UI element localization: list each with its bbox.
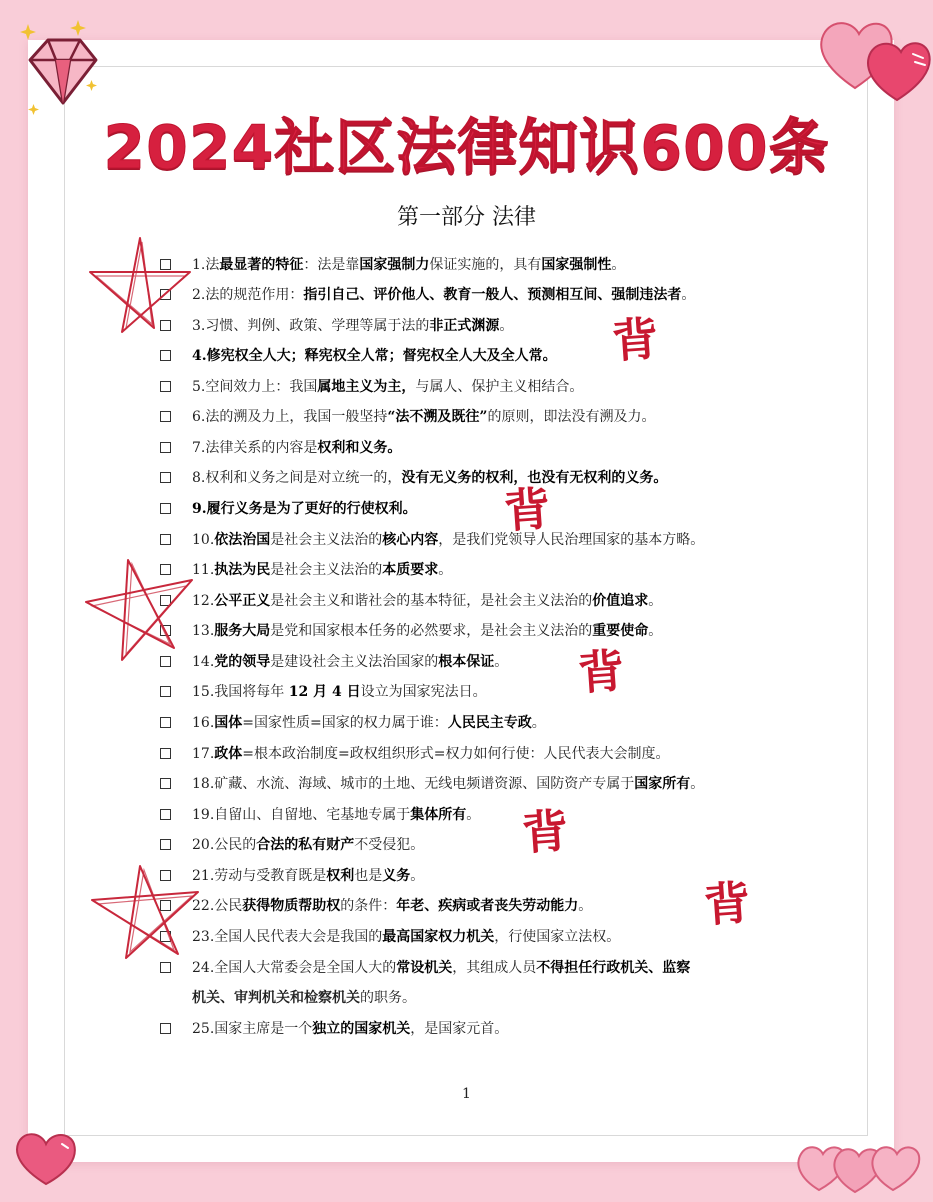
- rule-text: 1.法: [192, 257, 220, 273]
- rule-item: [160, 463, 800, 493]
- rule-item: [160, 1014, 800, 1044]
- rule-keyword: 不得担任行政机关、监察: [536, 960, 691, 976]
- rule-keyword: 重要使命: [592, 623, 649, 639]
- checkbox[interactable]: [160, 1023, 171, 1034]
- checkbox[interactable]: [160, 962, 171, 973]
- rule-text: 7.法律关系的内容是: [192, 440, 318, 456]
- rule-text: 11.: [192, 562, 215, 578]
- rule-keyword: 权利: [326, 868, 355, 884]
- checkbox[interactable]: [160, 809, 171, 820]
- rule-line: [192, 1014, 508, 1044]
- rule-item: [160, 341, 800, 371]
- rule-line: [192, 708, 546, 738]
- rule-text: 是社会主义法治的: [270, 562, 383, 578]
- rule-text: 设立为国家宪法日。: [360, 684, 487, 700]
- checkbox[interactable]: [160, 748, 171, 759]
- rule-text: 。: [499, 318, 514, 334]
- rule-keyword: 最显著的特征: [219, 257, 304, 273]
- rule-keyword: 国家强制性: [541, 257, 612, 273]
- rule-text: =国家性质=国家的权力属于谁：: [242, 715, 448, 731]
- rule-item: [160, 830, 800, 860]
- rule-keyword: 公平正义: [214, 593, 271, 609]
- rule-item: [160, 280, 800, 310]
- checkbox[interactable]: [160, 350, 171, 361]
- rule-text: 。: [648, 593, 663, 609]
- hearts-icon: [815, 8, 933, 103]
- rule-keyword: 独立的国家机关: [312, 1021, 411, 1037]
- rule-keyword: 根本保证: [438, 654, 495, 670]
- rule-item: [160, 647, 800, 677]
- rule-text: ，其组成人员: [452, 960, 537, 976]
- checkbox[interactable]: [160, 778, 171, 789]
- rule-text: 5.空间效力上：我国: [192, 379, 318, 395]
- rule-text: 不受侵犯。: [354, 837, 425, 853]
- rule-text: 的职务。: [360, 990, 416, 1006]
- checkbox[interactable]: [160, 839, 171, 850]
- rule-text: 12.: [192, 593, 215, 609]
- rule-keyword: 执法为民: [214, 562, 271, 578]
- rule-line: [192, 433, 401, 463]
- rule-line: [192, 861, 424, 891]
- rule-keyword: 国家强制力: [359, 257, 430, 273]
- rule-keyword: 机关、审判机关和检察机关: [192, 990, 360, 1006]
- rule-item: [160, 708, 800, 738]
- checkbox[interactable]: [160, 472, 171, 483]
- rule-keyword: 义务: [382, 868, 411, 884]
- rule-text: 。: [466, 807, 481, 823]
- checkbox[interactable]: [160, 442, 171, 453]
- rule-item: [160, 800, 800, 830]
- rule-item: [160, 494, 800, 524]
- rule-text: 8.权利和义务之间是对立统一的，: [192, 470, 402, 486]
- checkbox[interactable]: [160, 686, 171, 697]
- rule-text: 是社会主义和谐社会的基本特征，是社会主义法治的: [270, 593, 593, 609]
- rule-keyword: 常设机关: [396, 960, 453, 976]
- red-star-mark: [86, 862, 206, 962]
- rule-keyword: 集体所有: [410, 807, 467, 823]
- rule-keyword: 政体: [214, 746, 243, 762]
- rule-keyword: 价值追求: [592, 593, 649, 609]
- rule-text: 13.: [192, 623, 215, 639]
- rule-text: 是社会主义法治的: [270, 532, 383, 548]
- rule-line: [192, 739, 669, 769]
- rule-keyword: 合法的私有财产: [256, 837, 355, 853]
- rule-line: [192, 494, 417, 524]
- rule-item: [160, 372, 800, 402]
- rule-line-continuation: [192, 983, 416, 1013]
- rule-item: [160, 769, 800, 799]
- rule-item: [160, 616, 800, 646]
- rule-text: 18.矿藏、水流、海域、城市的土地、无线电频谱资源、国防资产专属于: [192, 776, 635, 792]
- rule-text: 。: [494, 654, 509, 670]
- rule-keyword: 9.履行义务是为了更好的行使权利。: [192, 501, 417, 517]
- rule-keyword: 获得物质帮助权: [242, 898, 341, 914]
- rule-text: 21.劳动与受教育既是: [192, 868, 327, 884]
- handwritten-mark: 背: [702, 875, 753, 933]
- rule-text: 。: [611, 257, 626, 273]
- handwritten-mark: 背: [520, 803, 571, 861]
- rule-keyword: 没有无义务的权利，也没有无权利的义务。: [401, 470, 668, 486]
- rule-line: [192, 311, 513, 341]
- rule-keyword: 属地主义为主，: [317, 379, 416, 395]
- rule-line: [192, 402, 655, 432]
- rule-item: [160, 677, 800, 707]
- rule-text: =根本政治制度=政权组织形式=权力如何行使：人民代表大会制度。: [242, 746, 670, 762]
- section-heading: 第一部分 法律: [397, 205, 536, 230]
- rule-keyword: 指引自己、评价他人、教育一般人、预测相互间、强制违法者: [303, 287, 682, 303]
- checkbox[interactable]: [160, 534, 171, 545]
- rule-text: 19.自留山、自留地、宅基地专属于: [192, 807, 411, 823]
- rule-text: ：法是靠: [303, 257, 360, 273]
- rule-keyword: 最高国家权力机关: [382, 929, 495, 945]
- red-star-mark: [82, 232, 202, 342]
- rule-text: 24.全国人大常委会是全国人大的: [192, 960, 397, 976]
- rule-line: [192, 922, 620, 952]
- handwritten-mark: 背: [610, 311, 661, 369]
- rule-text: 也是: [354, 868, 383, 884]
- rule-text: 的原则，即法没有溯及力。: [487, 409, 656, 425]
- rule-text: 。: [681, 287, 696, 303]
- rule-keyword: 非正式渊源: [429, 318, 500, 334]
- rule-text: ，是我们党领导人民治理国家的基本方略。: [438, 532, 705, 548]
- rule-text: 是党和国家根本任务的必然要求，是社会主义法治的: [270, 623, 593, 639]
- rule-item: [160, 402, 800, 432]
- rule-text: 16.: [192, 715, 215, 731]
- rule-line: [192, 677, 487, 707]
- document-title: 2024社区法律知识600条: [103, 113, 830, 183]
- checkbox[interactable]: [160, 381, 171, 392]
- rule-keyword: 核心内容: [382, 532, 439, 548]
- rule-text: 2.法的规范作用：: [192, 287, 304, 303]
- rule-keyword: 本质要求: [382, 562, 439, 578]
- rule-line: [192, 463, 667, 493]
- rule-line: [192, 341, 557, 371]
- checkbox[interactable]: [160, 411, 171, 422]
- rule-text: 15.我国将每年: [192, 684, 289, 700]
- rule-item: [160, 586, 800, 616]
- rule-keyword: “法不溯及既往”: [387, 409, 488, 425]
- rule-item: [160, 250, 800, 280]
- heart-icon: [12, 1128, 82, 1188]
- rule-item: [160, 739, 800, 769]
- rule-text: 与属人、保护主义相结合。: [415, 379, 584, 395]
- rule-line: [192, 830, 424, 860]
- rule-line: [192, 953, 690, 983]
- rule-text: 6.法的溯及力上，我国一般坚持: [192, 409, 388, 425]
- rule-keyword: 党的领导: [214, 654, 271, 670]
- checkbox[interactable]: [160, 503, 171, 514]
- rule-text: 。: [648, 623, 663, 639]
- rule-keyword: 服务大局: [214, 623, 271, 639]
- rule-item: [160, 525, 800, 555]
- rule-text: 。: [410, 868, 425, 884]
- rule-text: 23.全国人民代表大会是我国的: [192, 929, 383, 945]
- rule-text: 20.公民的: [192, 837, 257, 853]
- handwritten-mark: 背: [576, 643, 627, 701]
- rule-text: 是建设社会主义法治国家的: [270, 654, 439, 670]
- rule-text: 的条件：: [340, 898, 397, 914]
- rule-text: 保证实施的，具有: [429, 257, 542, 273]
- hearts-cluster-icon: [795, 1136, 925, 1196]
- rule-keyword: 国家所有: [634, 776, 691, 792]
- rule-text: 17.: [192, 746, 215, 762]
- rule-line: [192, 647, 508, 677]
- rule-keyword: 权利和义务。: [317, 440, 402, 456]
- rule-line: [192, 769, 704, 799]
- rule-line: [192, 555, 452, 585]
- page-number: 1: [462, 1086, 471, 1102]
- rule-line: [192, 586, 662, 616]
- rule-text: 14.: [192, 654, 215, 670]
- rule-text: 。: [531, 715, 546, 731]
- rule-item: [160, 433, 800, 463]
- rule-item: [160, 555, 800, 585]
- rule-text: 22.公民: [192, 898, 243, 914]
- rule-text: 10.: [192, 532, 215, 548]
- red-star-mark: [82, 556, 202, 666]
- rule-line: [192, 891, 592, 921]
- rule-keyword: 4.修宪权全人大；释宪权全人常；督宪权全人大及全人常。: [192, 348, 557, 364]
- rule-item: [160, 311, 800, 341]
- rule-keyword: 年老、疾病或者丧失劳动能力: [396, 898, 579, 914]
- rule-text: 25.国家主席是一个: [192, 1021, 313, 1037]
- rule-line: [192, 525, 704, 555]
- rule-line: [192, 800, 480, 830]
- handwritten-mark: 背: [502, 481, 553, 539]
- rule-text: 。: [438, 562, 453, 578]
- rule-keyword: 12 月 4 日: [288, 684, 361, 700]
- rule-line: [192, 372, 583, 402]
- rule-text: 。: [578, 898, 593, 914]
- rule-keyword: 人民民主专政: [447, 715, 532, 731]
- rule-item: [160, 922, 800, 952]
- rule-text: 。: [690, 776, 705, 792]
- checkbox[interactable]: [160, 717, 171, 728]
- rule-item: [160, 953, 800, 1006]
- rule-keyword: 国体: [214, 715, 243, 731]
- rule-keyword: 依法治国: [214, 532, 271, 548]
- rule-text: ，行使国家立法权。: [494, 929, 621, 945]
- rule-text: ，是国家元首。: [410, 1021, 509, 1037]
- rule-line: [192, 250, 625, 280]
- rule-text: 3.习惯、判例、政策、学理等属于法的: [192, 318, 430, 334]
